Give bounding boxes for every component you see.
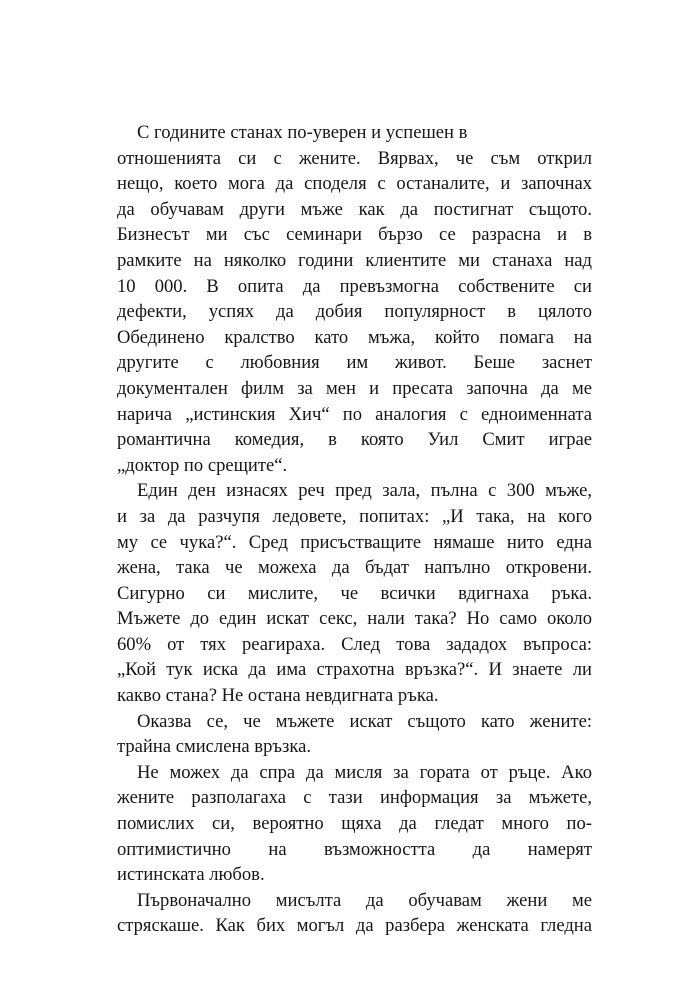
text-line: Бизнесът ми със семинари бързо се разрасна и в bbox=[117, 224, 592, 246]
text-line: и за да разчупя ледовете, попитах: „И така, на кого bbox=[117, 505, 592, 527]
text-line: другите с любовния им живот. Беше заснет bbox=[117, 352, 592, 374]
text-line: помислих си, вероятно щяха да гледат много по- bbox=[117, 813, 592, 835]
text-line: Не можех да спра да мисля за гората от ръце. Ако bbox=[137, 761, 592, 783]
text-line: Първоначално мисълта да обучавам жени ме bbox=[137, 889, 592, 911]
text-line: Един ден изнасях реч пред зала, пълна с 300 мъже, bbox=[137, 480, 592, 502]
text-line: жените разполагаха с тази информация за мъжете, bbox=[117, 787, 592, 809]
text-line: дефекти, успях да добия популярност в цялото bbox=[117, 301, 592, 323]
text-line: какво стана? Не остана невдигната ръка. bbox=[117, 685, 439, 707]
text-line: нещо, което мога да споделя с останалите, и започнах bbox=[117, 173, 592, 195]
text-line: трайна смислена връзка. bbox=[117, 736, 311, 758]
text-line: нарича „истинския Хич“ по аналогия с едноименната bbox=[117, 403, 592, 425]
body-text bbox=[117, 120, 592, 939]
text-line: отношенията си с жените. Вярвах, че съм открил bbox=[117, 147, 592, 169]
text-line: Обединено кралство като мъжа, който помага на bbox=[117, 326, 592, 348]
text-line: С годините станах по-уверен и успешен в bbox=[137, 122, 468, 143]
text-line: оптимистично на възможността да намерят bbox=[117, 838, 592, 860]
text-line: Мъжете до един искат секс, нали така? Но само около bbox=[117, 608, 592, 630]
text-line: Сигурно си мислите, че всички вдигнаха ръка. bbox=[117, 582, 592, 604]
text-line: Оказва се, че мъжете искат същото като жените: bbox=[137, 710, 592, 732]
text-line: да обучавам други мъже как да постигнат същото. bbox=[117, 198, 592, 220]
text-line: стряскаше. Как бих могъл да разбера женската гледна bbox=[117, 915, 592, 937]
text-line: „Кой тук иска да има страхотна връзка?“. И знаете ли bbox=[117, 659, 592, 681]
text-line: 10 000. В опита да превъзмогна собствените си bbox=[117, 275, 592, 297]
text-line: документален филм за мен и пресата започна да ме bbox=[117, 377, 592, 399]
text-line: рамките на няколко години клиентите ми станаха над bbox=[117, 249, 592, 271]
text-line: истинската любов. bbox=[117, 864, 265, 886]
text-line: жена, така че можеха да бъдат напълно откровени. bbox=[117, 557, 592, 579]
text-line: му се чука?“. Сред присъстващите нямаше нито една bbox=[117, 531, 592, 553]
text-line: 60% от тях реагираха. След това зададох въпроса: bbox=[117, 633, 592, 655]
text-line: романтична комедия, в която Уил Смит играе bbox=[117, 429, 592, 451]
text-line: „доктор по срещите“. bbox=[117, 454, 288, 476]
